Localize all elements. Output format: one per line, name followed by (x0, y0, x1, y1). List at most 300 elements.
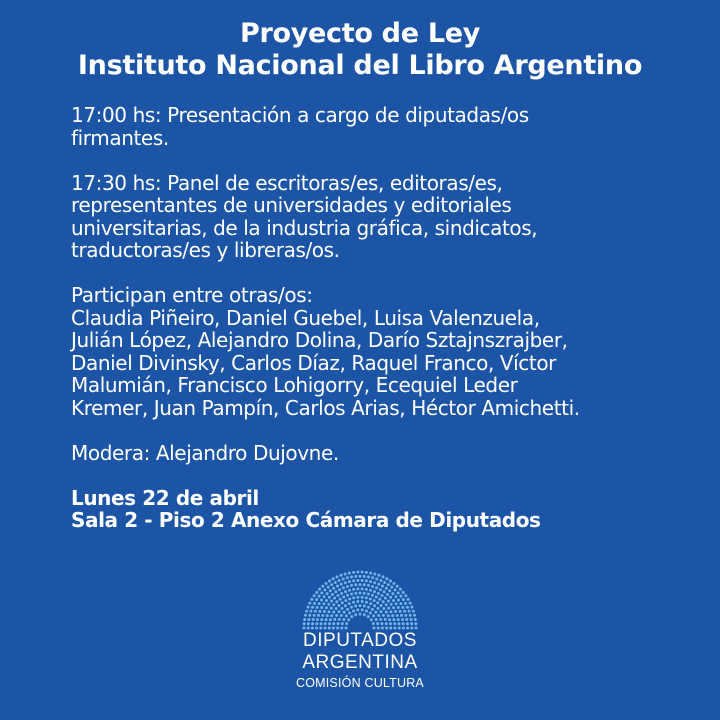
schedule-item-2 (71, 172, 691, 262)
logo-dot (365, 571, 368, 574)
logo-dot (379, 610, 382, 613)
logo-dot (321, 585, 324, 588)
logo-dot (359, 604, 362, 607)
diputados-logo (270, 570, 450, 700)
logo-dot (350, 606, 353, 609)
logo-dot (410, 606, 413, 609)
logo-dot (340, 607, 343, 610)
logo-dot (348, 580, 351, 583)
logo-dot (385, 611, 388, 614)
logo-dot (329, 618, 332, 621)
logo-dot (320, 591, 323, 594)
logo-dot (369, 572, 372, 575)
logo-dot (397, 591, 400, 594)
logo-dot (347, 618, 350, 621)
logo-dot (402, 622, 405, 625)
logo-dot (318, 595, 321, 598)
logo-dot (371, 608, 374, 611)
logo-line-1: DIPUTADOS (303, 630, 417, 651)
logo-dot (320, 599, 323, 602)
logo-dot (348, 572, 351, 575)
logo-dot (352, 609, 355, 612)
logo-dot (330, 600, 333, 603)
logo-dot (384, 618, 387, 621)
logo-dot (365, 601, 368, 604)
logo-dot (409, 614, 412, 617)
logo-dot (311, 622, 314, 625)
logo-dot (318, 588, 321, 591)
logo-dot (381, 585, 384, 588)
logo-dot (389, 596, 392, 599)
logo-dot (387, 600, 390, 603)
logo-dot (394, 610, 397, 613)
logo-dot (375, 586, 378, 589)
logo-dot (311, 606, 314, 609)
logo-dot (402, 598, 405, 601)
logo-dot (407, 598, 410, 601)
participants-line: Daniel Divinsky, Carlos Díaz, Raquel Franco, Víctor (71, 350, 557, 375)
logo-dot (341, 622, 344, 625)
logo-dot (373, 573, 376, 576)
logo-dot (335, 600, 338, 603)
logo-dot (367, 606, 370, 609)
logo-dot (363, 605, 366, 608)
logo-dot (392, 606, 395, 609)
logo-dot (308, 602, 311, 605)
logo-dot (321, 614, 324, 617)
logo-dot (318, 610, 321, 613)
logo-dot (326, 592, 329, 595)
logo-dot (354, 605, 357, 608)
logo-dot (401, 618, 404, 621)
logo-dot (377, 614, 380, 617)
logo-dot (367, 593, 370, 596)
logo-dot (369, 597, 372, 600)
logo-dot (344, 590, 347, 593)
logo-dot (385, 603, 388, 606)
logo-dot (328, 610, 331, 613)
logo-dot (352, 596, 355, 599)
logo-dot (307, 622, 310, 625)
logo-dot (389, 610, 392, 613)
logo-dot (383, 581, 386, 584)
logo-dot (336, 575, 339, 578)
logo-dot (354, 613, 357, 616)
logo-dot (371, 594, 374, 597)
logo-dot (342, 586, 345, 589)
logo-dot (369, 580, 372, 583)
logo-dot (307, 618, 310, 621)
logo-dot (359, 592, 362, 595)
logo-dot (405, 618, 408, 621)
logo-dot (404, 614, 407, 617)
logo-dot (373, 604, 376, 607)
logo-dot (399, 602, 402, 605)
logo-dot (345, 622, 348, 625)
logo-dot (310, 598, 313, 601)
logo-dot (346, 585, 349, 588)
logo-dot (336, 585, 339, 588)
logo-dot (372, 614, 375, 617)
logo-dot (335, 607, 338, 610)
logo-dot (376, 601, 379, 604)
logo-dot (316, 606, 319, 609)
logo-dot (342, 618, 345, 621)
logo-dot (352, 588, 355, 591)
logo-dot (344, 581, 347, 584)
logo-dot (342, 596, 345, 599)
logo-dot (350, 575, 353, 578)
logo-dot (414, 622, 417, 625)
logo-dot (337, 604, 340, 607)
logo-dot (339, 598, 342, 601)
logo-dot (407, 610, 410, 613)
logo-dot (324, 622, 327, 625)
logo-dot (350, 584, 353, 587)
logo-dot (387, 614, 390, 617)
logo-dot (326, 614, 329, 617)
logo-dot (342, 578, 345, 581)
moderator (71, 442, 691, 465)
participants-line: Malumián, Francisco Lohigorry, Ecequiel Leder (71, 373, 518, 397)
logo-dot (328, 622, 331, 625)
logo-dot (348, 589, 351, 592)
logo-dot (315, 622, 318, 625)
logo-dot (312, 618, 315, 621)
logo-dot (390, 603, 393, 606)
logo-dot (381, 575, 384, 578)
logo-dot (327, 603, 330, 606)
logo-dot (305, 610, 308, 613)
logo-dot (369, 612, 372, 615)
logo-dot (307, 606, 310, 609)
moderator-text: Modera: Alejandro Dujovne. (71, 440, 339, 465)
logo-dot (337, 622, 340, 625)
logo-dot (410, 622, 413, 625)
logo-dot (399, 588, 402, 591)
schedule-line: 17:00 hs: Presentación a cargo de diputadas/os (71, 103, 529, 127)
logo-dot (374, 611, 377, 614)
logo-dot (352, 601, 355, 604)
logo-dot (400, 614, 403, 617)
logo-dot (348, 612, 351, 615)
logo-dot (346, 594, 349, 597)
logo-dot (313, 614, 316, 617)
logo-dot (330, 583, 333, 586)
logo-dot (325, 618, 328, 621)
logo-dot (310, 610, 313, 613)
logo-dot (320, 622, 323, 625)
event-details (71, 104, 691, 554)
logo-dot (352, 571, 355, 574)
logo-dot (365, 596, 368, 599)
logo-dot (344, 599, 347, 602)
logo-dot (354, 575, 357, 578)
schedule-line: 17:30 hs: Panel de escritoras/es, editoras/es, (71, 170, 503, 195)
logo-dot (372, 622, 375, 625)
logo-dot (414, 618, 417, 621)
logo-dot (356, 571, 359, 574)
logo-dot (323, 595, 326, 598)
logo-dot (334, 590, 337, 593)
logo-dot (363, 583, 366, 586)
event-date: Lunes 22 de abril (71, 485, 259, 510)
logo-dot (379, 579, 382, 582)
logo-dot (397, 599, 400, 602)
logo-dot (354, 583, 357, 586)
schedule-item-1 (71, 104, 691, 149)
logo-dot (340, 574, 343, 577)
logo-dot (317, 614, 320, 617)
logo-dot (325, 582, 328, 585)
logo-dot (340, 592, 343, 595)
logo-dot (391, 592, 394, 595)
logo-dot (397, 618, 400, 621)
participants-line: Kremer, Juan Pampín, Carlos Arias, Héctor Amichetti. (71, 395, 580, 420)
logo-dot (383, 590, 386, 593)
logo-dot (354, 592, 357, 595)
logo-dot (392, 582, 395, 585)
logo-dot (333, 618, 336, 621)
logo-dot (379, 588, 382, 591)
logo-dot (325, 599, 328, 602)
logo-dot (340, 614, 343, 617)
logo-dot (373, 599, 376, 602)
logo-dot (396, 585, 399, 588)
schedule-line: traductoras/es y libreras/os. (71, 238, 340, 262)
schedule-line: universitarias, de la industria gráfica, sindicatos, (71, 215, 538, 240)
logo-dot (356, 596, 359, 599)
logo-dot (373, 590, 376, 593)
logo-dot (356, 579, 359, 582)
logo-dot (412, 610, 415, 613)
logo-dot (389, 580, 392, 583)
logo-dot (367, 615, 370, 618)
logo-dot (332, 603, 335, 606)
logo-dot (377, 583, 380, 586)
logo-dot (394, 588, 397, 591)
logo-dot (401, 606, 404, 609)
participants-line: Claudia Piñeiro, Daniel Guebel, Luisa Valenzuela, (71, 305, 540, 330)
logo-dot (352, 579, 355, 582)
logo-dot (346, 576, 349, 579)
logo-dot (413, 614, 416, 617)
logo-dot (396, 614, 399, 617)
logo-dot (313, 594, 316, 597)
logo-line-2: ARGENTINA (302, 652, 418, 673)
logo-dot (361, 571, 364, 574)
logo-dot (341, 601, 344, 604)
logo-dot (359, 575, 362, 578)
hemicycle-dots-icon (298, 570, 422, 630)
logo-dot (343, 611, 346, 614)
logo-dot (385, 587, 388, 590)
logo-dot (328, 580, 331, 583)
logo-dot (387, 583, 390, 586)
page-title (0, 18, 720, 82)
logo-dot (356, 587, 359, 590)
logo-dot (387, 607, 390, 610)
logo-dot (379, 618, 382, 621)
logo-dot (334, 581, 337, 584)
logo-dot (316, 618, 319, 621)
logo-dot (365, 609, 368, 612)
logo-dot (377, 574, 380, 577)
logo-dot (356, 608, 359, 611)
logo-dot (410, 618, 413, 621)
logo-dot (380, 622, 383, 625)
logo-dot (363, 613, 366, 616)
logo-dot (348, 597, 351, 600)
logo-dot (385, 577, 388, 580)
logo-dot (365, 579, 368, 582)
logo-dot (378, 598, 381, 601)
logo-dot (320, 618, 323, 621)
logo-dot (376, 622, 379, 625)
logo-dot (367, 584, 370, 587)
logo-dot (388, 589, 391, 592)
logo-dot (318, 602, 321, 605)
logo-dot (393, 622, 396, 625)
logo-dot (361, 579, 364, 582)
logo-dot (356, 600, 359, 603)
logo-dot (327, 586, 330, 589)
logo-dot (384, 597, 387, 600)
logo-dot (361, 587, 364, 590)
logo-dot (359, 613, 362, 616)
logo-dot (391, 614, 394, 617)
logo-dot (303, 618, 306, 621)
logo-dot (328, 596, 331, 599)
logo-dot (404, 602, 407, 605)
logo-dot (338, 588, 341, 591)
logo-dot (333, 597, 336, 600)
logo-dot (377, 592, 380, 595)
logo-dot (375, 596, 378, 599)
logo-dot (369, 589, 372, 592)
logo-dot (388, 618, 391, 621)
logo-dot (323, 610, 326, 613)
logo-dot (399, 595, 402, 598)
logo-dot (375, 578, 378, 581)
logo-dot (330, 607, 333, 610)
logo-dot (340, 583, 343, 586)
date-location (71, 487, 691, 532)
logo-dot (404, 594, 407, 597)
logo-dot (303, 622, 306, 625)
logo-dot (371, 585, 374, 588)
logo-dot (409, 602, 412, 605)
logo-dot (363, 592, 366, 595)
logo-dot (382, 607, 385, 610)
logo-dot (329, 589, 332, 592)
logo-dot (332, 577, 335, 580)
logo-dot (344, 604, 347, 607)
logo-dot (350, 593, 353, 596)
logo-dot (363, 575, 366, 578)
logo-dot (385, 622, 388, 625)
logo-dot (359, 583, 362, 586)
logo-dot (381, 594, 384, 597)
logo-dot (350, 615, 353, 618)
logo-dot (348, 602, 351, 605)
logo-dot (315, 591, 318, 594)
event-location: Sala 2 - Piso 2 Anexo Cámara de Diputados (71, 508, 541, 532)
logo-dot (322, 602, 325, 605)
logo-dot (382, 600, 385, 603)
logo-dot (371, 576, 374, 579)
logo-dot (380, 604, 383, 607)
logo-dot (397, 606, 400, 609)
logo-dot (377, 607, 380, 610)
logo-dot (406, 622, 409, 625)
logo-dot (369, 602, 372, 605)
schedule-line: firmantes. (71, 125, 169, 150)
logo-dot (361, 596, 364, 599)
logo-dot (361, 600, 364, 603)
logo-dot (332, 611, 335, 614)
logo-dot (338, 618, 341, 621)
logo-dot (337, 594, 340, 597)
logo-dot (382, 614, 385, 617)
logo-line-3: COMISIÓN CULTURA (296, 676, 424, 690)
participants-line: Julián López, Alejandro Dolina, Darío Sztajnszrajber, (71, 328, 568, 352)
logo-dot (386, 593, 389, 596)
logo-dot (389, 622, 392, 625)
logo-dot (323, 588, 326, 591)
logo-dot (406, 606, 409, 609)
title-line-1: Proyecto de Ley (239, 18, 481, 49)
logo-dot (338, 579, 341, 582)
logo-dot (402, 591, 405, 594)
logo-dot (370, 618, 373, 621)
logo-dot (390, 586, 393, 589)
logo-dot (308, 614, 311, 617)
logo-dot (331, 593, 334, 596)
logo-dot (344, 573, 347, 576)
logo-dot (345, 614, 348, 617)
participants-list (71, 284, 691, 419)
logo-dot (392, 599, 395, 602)
logo-dot (330, 614, 333, 617)
logo-dot (332, 622, 335, 625)
logo-dot (397, 622, 400, 625)
title-line-2: Instituto Nacional del Libro Argentino (77, 50, 643, 81)
logo-dot (373, 581, 376, 584)
logo-dot (335, 614, 338, 617)
logo-dot (313, 602, 316, 605)
logo-dot (304, 614, 307, 617)
logo-dot (361, 608, 364, 611)
logo-dot (375, 618, 378, 621)
logo-dot (367, 575, 370, 578)
logo-dot (320, 606, 323, 609)
logo-dot (338, 610, 341, 613)
logo-dot (403, 610, 406, 613)
logo-dot (365, 588, 368, 591)
logo-dot (332, 587, 335, 590)
logo-dot (314, 610, 317, 613)
logo-dot (399, 610, 402, 613)
logo-dot (394, 595, 397, 598)
logo-dot (315, 598, 318, 601)
logo-dot (392, 618, 395, 621)
participants-heading: Participan entre otras/os: (71, 283, 313, 307)
logo-dot (325, 606, 328, 609)
logo-dot (395, 602, 398, 605)
logo-dot (346, 608, 349, 611)
schedule-line: representantes de universidades y editoriales (71, 193, 512, 217)
